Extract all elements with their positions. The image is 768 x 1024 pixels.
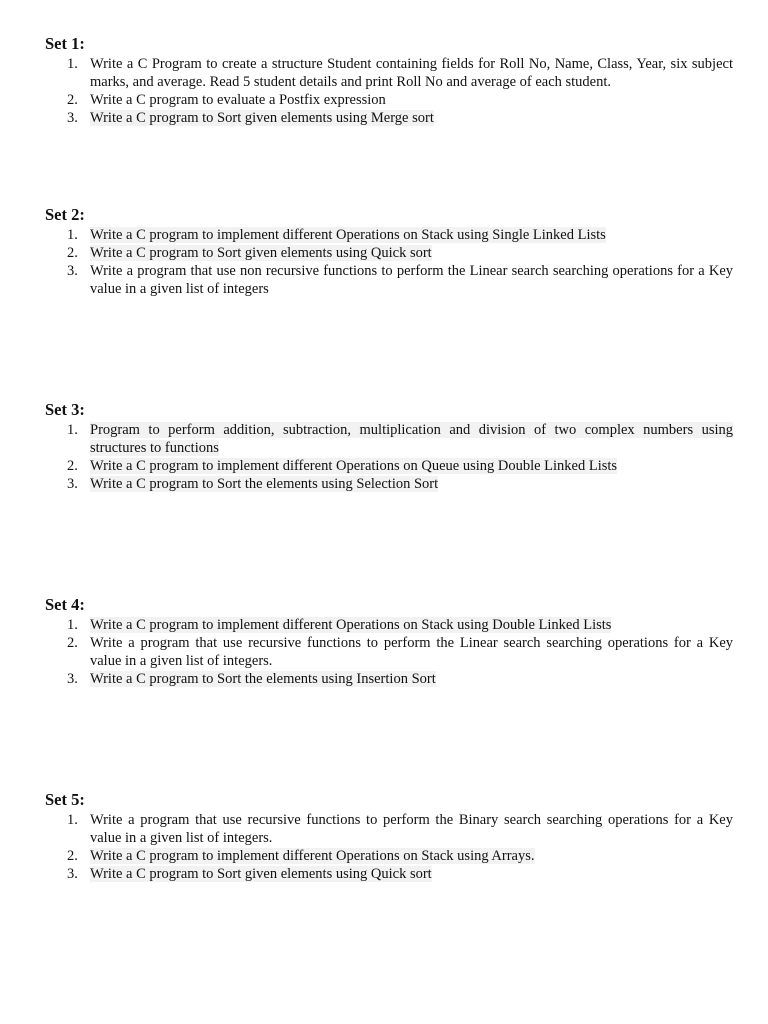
set-3: [45, 401, 733, 493]
list-item: [45, 55, 733, 91]
item-text: Write a C program to implement different Operations on Stack using Arrays.: [90, 848, 535, 864]
set-4: [45, 596, 733, 688]
item-number: 3.: [67, 866, 78, 882]
item-number: 1.: [67, 227, 78, 243]
set-title: Set 3:: [45, 400, 85, 419]
item-text: Write a C program to Sort the elements using Insertion Sort: [90, 671, 436, 687]
list-item: [45, 109, 733, 127]
item-number: 1.: [67, 56, 78, 72]
item-number: 1.: [67, 617, 78, 633]
list-item: [45, 91, 733, 109]
set-title: Set 5:: [45, 790, 85, 809]
item-text: Write a C program to Sort given elements using Merge sort: [90, 110, 434, 126]
item-number: 3.: [67, 263, 78, 279]
list-item: [45, 847, 733, 865]
item-number: 3.: [67, 671, 78, 687]
set-title: Set 4:: [45, 595, 85, 614]
item-text: Write a program that use recursive functions to perform the Linear search searching operations for a Key value in a given list of integers.: [90, 635, 733, 669]
list-item: [45, 421, 733, 457]
item-number: 2.: [67, 848, 78, 864]
item-number: 2.: [67, 92, 78, 108]
item-number: 2.: [67, 635, 78, 651]
list-item: [45, 634, 733, 670]
list-item: [45, 244, 733, 262]
list-item: [45, 811, 733, 847]
question-list: [45, 616, 733, 688]
set-title: Set 1:: [45, 34, 85, 53]
question-list: [45, 55, 733, 127]
item-number: 3.: [67, 110, 78, 126]
list-item: [45, 616, 733, 634]
item-text: Program to perform addition, subtraction, multiplication and division of two complex numbers using structures to functions: [90, 422, 733, 456]
item-text: Write a C program to evaluate a Postfix expression: [90, 92, 386, 108]
set-1: [45, 35, 733, 127]
item-number: 2.: [67, 245, 78, 261]
item-text: Write a C program to implement different Operations on Queue using Double Linked Lists: [90, 458, 618, 474]
set-2: [45, 206, 733, 298]
item-text: Write a C program to Sort given elements using Quick sort: [90, 245, 432, 261]
item-number: 1.: [67, 812, 78, 828]
item-text: Write a C program to implement different Operations on Stack using Double Linked Lists: [90, 617, 612, 633]
item-text: Write a C program to Sort the elements using Selection Sort: [90, 476, 439, 492]
question-list: [45, 811, 733, 883]
set-title: Set 2:: [45, 205, 85, 224]
list-item: [45, 670, 733, 688]
item-text: Write a C program to Sort given elements using Quick sort: [90, 866, 432, 882]
item-number: 3.: [67, 476, 78, 492]
item-number: 1.: [67, 422, 78, 438]
list-item: [45, 475, 733, 493]
item-text: Write a C program to implement different Operations on Stack using Single Linked Lists: [90, 227, 606, 243]
set-5: [45, 791, 733, 883]
item-text: Write a program that use non recursive functions to perform the Linear search searching operations for a Key value in a given list of integers: [90, 263, 733, 297]
list-item: [45, 457, 733, 475]
question-list: [45, 226, 733, 298]
item-text: Write a program that use recursive functions to perform the Binary search searching operations for a Key value in a given list of integers.: [90, 812, 733, 846]
item-number: 2.: [67, 458, 78, 474]
list-item: [45, 226, 733, 244]
list-item: [45, 262, 733, 298]
question-list: [45, 421, 733, 493]
item-text: Write a C Program to create a structure Student containing fields for Roll No, Name, Class, Year, six subject marks, and average. Read 5 student details and print Roll No and average of each student.: [90, 56, 733, 90]
list-item: [45, 865, 733, 883]
